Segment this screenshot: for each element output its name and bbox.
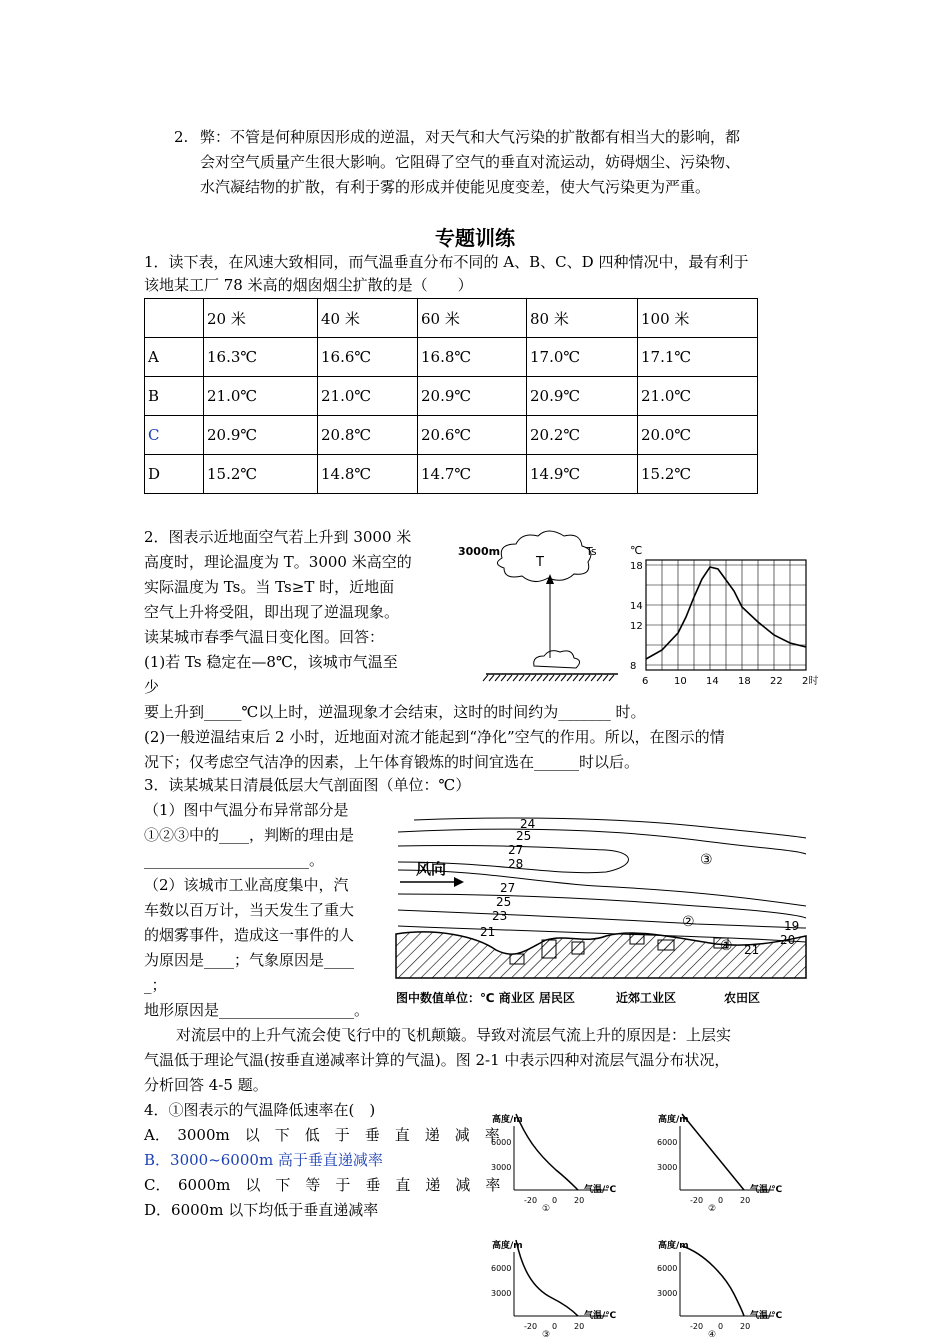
table-cell: 20.0℃	[638, 416, 758, 455]
isotherm-label: 23	[492, 909, 508, 923]
hatch-tick	[489, 675, 494, 681]
mini-y-tick: 3000	[657, 1163, 678, 1172]
x-tick-label: 10	[674, 676, 687, 687]
y-tick-label: 8	[630, 661, 637, 672]
q2-line: 空气上升将受阻，即出现了逆温现象。	[144, 603, 400, 621]
mini-x-tick: 0	[552, 1196, 558, 1205]
table-cell: 16.8℃	[418, 338, 527, 377]
table-cell: 17.0℃	[527, 338, 638, 377]
hatch-tick	[561, 675, 566, 681]
table-cell: 20.2℃	[527, 416, 638, 455]
table-cell: 20.9℃	[204, 416, 318, 455]
t-label: T	[536, 555, 544, 570]
mini-curve	[516, 1240, 578, 1316]
table-cell: 21.0℃	[204, 377, 318, 416]
hatch-tick	[513, 675, 518, 681]
mini-ylabel: 高度/m	[658, 1241, 689, 1251]
mini-x-tick: -20	[690, 1196, 704, 1205]
mini-ylabel: 高度/m	[658, 1115, 689, 1125]
mini-label: ①	[542, 1204, 551, 1214]
mini-x-tick: 0	[718, 1322, 724, 1331]
mini-xlabel: 气温/℃	[584, 1185, 617, 1195]
hatch-tick	[483, 675, 488, 681]
hatch-tick	[597, 675, 602, 681]
isotherm-label: 21	[480, 925, 496, 939]
hatch-tick	[549, 675, 554, 681]
table-cell: 16.6℃	[318, 338, 418, 377]
mini-y-tick: 6000	[491, 1264, 512, 1273]
mini-x-tick: 20	[574, 1322, 585, 1331]
table-cell: C	[145, 416, 204, 455]
q2-line: (2)一般逆温结束后 2 小时，近地面对流才能起到“净化”空气的作用。所以，在图示的情	[144, 728, 725, 746]
ground-hatch	[483, 675, 614, 681]
hatch-tick	[555, 675, 560, 681]
mini-xlabel: 气温/℃	[750, 1185, 783, 1195]
hatch-tick	[573, 675, 578, 681]
q3-line: 为原因是____；气象原因是____	[144, 951, 355, 969]
hatch-tick	[591, 675, 596, 681]
q1-line: 该地某工厂 78 米高的烟囱烟尘扩散的是（ ）	[144, 276, 473, 294]
hatch-tick	[603, 675, 608, 681]
q4-question: 4．①图表示的气温降低速率在( )	[144, 1101, 376, 1119]
table-cell: 16.3℃	[204, 338, 318, 377]
table-cell: 14.8℃	[318, 455, 418, 494]
table-cell: 17.1℃	[638, 338, 758, 377]
mini-x-tick: -20	[690, 1322, 704, 1331]
table-cell	[145, 299, 204, 338]
table-cell: 20 米	[204, 299, 318, 338]
isotherm-24	[414, 818, 806, 838]
table-header-row	[145, 299, 758, 338]
wind-label: 风向	[416, 860, 447, 878]
mini-x-tick: 0	[718, 1196, 724, 1205]
mini-label: ②	[708, 1204, 717, 1214]
isotherm-label: 27	[508, 843, 524, 857]
mini-label: ④	[708, 1330, 717, 1340]
q3-line: （2）该城市工业高度集中，汽	[144, 876, 349, 894]
zone-marker: ③	[700, 852, 713, 868]
q3-line: 车数以百万计，当天发生了重大	[144, 901, 355, 919]
q2-line: 要上升到_____℃以上时，逆温现象才会结束，这时的时间约为_______ 时。	[144, 703, 646, 721]
mini-chart-3	[490, 1238, 630, 1338]
height-label: 3000m	[458, 545, 501, 558]
q2-line: 2．图表示近地面空气若上升到 3000 米	[144, 528, 412, 546]
mini-ylabel: 高度/m	[492, 1115, 523, 1125]
q1-table	[144, 298, 758, 494]
isotherm-label: 24	[520, 817, 536, 831]
q4-option: A． 3000m 以 下 低 于 垂 直 递 减 率	[144, 1126, 500, 1144]
q2-line: (1)若 Ts 稳定在—8℃，该城市气温至	[144, 653, 398, 671]
q4-option: C． 6000m 以 下 等 于 垂 直 递 减 率	[144, 1176, 501, 1194]
q2-line: 读某城市春季气温日变化图。回答：	[144, 628, 385, 646]
mini-x-tick: -20	[524, 1322, 538, 1331]
y-tick-label: 14	[630, 601, 643, 612]
table-row	[145, 377, 758, 416]
figure-caption: 图中数值单位：℃ 商业区 居民区	[396, 991, 575, 1005]
x-tick-label: 22	[770, 676, 783, 687]
ts-label: Ts	[586, 545, 597, 558]
q3-line: ______________________。	[144, 851, 325, 869]
mini-xlabel: 气温/℃	[584, 1311, 617, 1321]
mini-curve	[682, 1114, 744, 1190]
zone-marker: ①	[720, 938, 733, 954]
table-cell: 20.8℃	[318, 416, 418, 455]
table-cell: 40 米	[318, 299, 418, 338]
temperature-chart	[624, 540, 819, 687]
mini-label: ③	[542, 1330, 551, 1340]
table-row	[145, 416, 758, 455]
isotherm-label: 19	[784, 919, 800, 933]
isotherm-label: 20	[780, 933, 796, 947]
building	[572, 942, 584, 954]
table-cell: 21.0℃	[318, 377, 418, 416]
mini-curve	[516, 1114, 578, 1190]
table-row	[145, 338, 758, 377]
table-cell: A	[145, 338, 204, 377]
section-title: 专题训练	[435, 226, 515, 250]
zone-marker: ②	[682, 914, 695, 930]
hatch-tick	[567, 675, 572, 681]
building	[658, 940, 674, 950]
hatch-tick	[501, 675, 506, 681]
q2-line: 少	[144, 678, 160, 696]
mini-y-tick: 6000	[491, 1138, 512, 1147]
x-tick-label: 2时	[802, 676, 819, 687]
isotherm-label: 28	[508, 857, 524, 871]
zone-label: 农田区	[724, 991, 761, 1005]
table-cell: 15.2℃	[638, 455, 758, 494]
table-row	[145, 455, 758, 494]
isotherm-label: 21	[744, 943, 760, 957]
mini-y-tick: 6000	[657, 1138, 678, 1147]
building	[630, 934, 644, 944]
table-cell: B	[145, 377, 204, 416]
isotherm-27	[398, 870, 806, 906]
mini-y-tick: 6000	[657, 1264, 678, 1273]
hatch-tick	[579, 675, 584, 681]
table-cell: 80 米	[527, 299, 638, 338]
mini-chart-1	[490, 1112, 630, 1212]
rising-air-diagram	[452, 528, 620, 684]
mini-x-tick: 20	[740, 1196, 751, 1205]
hatch-tick	[537, 675, 542, 681]
para-line: 会对空气质量产生很大影响。它阻碍了空气的垂直对流运动，妨碍烟尘、污染物、	[200, 153, 741, 171]
x-tick-label: 6	[642, 676, 649, 687]
mini-x-tick: 20	[740, 1322, 751, 1331]
mini-chart-4	[656, 1238, 796, 1338]
para-line: 弊：不管是何种原因形成的逆温，对天气和大气污染的扩散都有相当大的影响，都	[200, 128, 741, 146]
para-number: 2.	[174, 128, 189, 146]
building	[510, 954, 524, 964]
table-cell: D	[145, 455, 204, 494]
isotherm-label: 27	[500, 881, 516, 895]
chart-ylabel: ℃	[630, 544, 643, 557]
para-line: 水汽凝结物的扩散，有利于雾的形成并使能见度变差，使大气污染更为严重。	[200, 178, 711, 196]
y-tick-label: 18	[630, 561, 643, 572]
isotherm-label: 25	[496, 895, 512, 909]
q1-line: 1．读下表，在风速大致相同，而气温垂直分布不同的 A、B、C、D 四种情况中，最有利于	[144, 253, 749, 271]
mini-curve	[682, 1246, 744, 1316]
y-tick-label: 12	[630, 621, 643, 632]
q3-line: _；	[144, 976, 167, 994]
para-mid-line: 对流层中的上升气流会使飞行中的飞机颠簸。导致对流层气流上升的原因是：上层实	[176, 1026, 732, 1044]
mini-xlabel: 气温/℃	[750, 1311, 783, 1321]
mini-y-tick: 3000	[491, 1289, 512, 1298]
table-cell: 20.9℃	[527, 377, 638, 416]
mini-x-tick: 20	[574, 1196, 585, 1205]
isotherm-25b	[398, 894, 806, 918]
q3-line: （1）图中气温分布异常部分是	[144, 801, 349, 819]
q3-line: 的烟雾事件，造成这一事件的人	[144, 926, 355, 944]
hatch-tick	[543, 675, 548, 681]
hatch-tick	[525, 675, 530, 681]
q2-line: 实际温度为 Ts。当 Ts≥T 时，近地面	[144, 578, 395, 596]
table-cell: 15.2℃	[204, 455, 318, 494]
table-cell: 20.6℃	[418, 416, 527, 455]
table-cell: 20.9℃	[418, 377, 527, 416]
para-mid-line: 分析回答 4-5 题。	[144, 1076, 268, 1094]
table-cell: 21.0℃	[638, 377, 758, 416]
q3-heading: 3．读某城某日清晨低层大气剖面图（单位：℃）	[144, 776, 471, 794]
hatch-tick	[585, 675, 590, 681]
hatch-tick	[495, 675, 500, 681]
hatch-tick	[531, 675, 536, 681]
x-tick-label: 18	[738, 676, 751, 687]
q3-line: 地形原因是__________________。	[144, 1001, 370, 1019]
mini-y-tick: 3000	[657, 1289, 678, 1298]
q2-line: 高度时，理论温度为 T。3000 米高空的	[144, 553, 412, 571]
mini-x-tick: 0	[552, 1322, 558, 1331]
zone-label: 近郊工业区	[616, 991, 677, 1005]
x-tick-label: 14	[706, 676, 719, 687]
table-cell: 14.7℃	[418, 455, 527, 494]
building	[542, 940, 556, 958]
table-cell: 100 米	[638, 299, 758, 338]
table-cell: 14.9℃	[527, 455, 638, 494]
hatch-tick	[519, 675, 524, 681]
q3-line: ①②③中的____，判断的理由是	[144, 826, 355, 844]
isotherm-23	[398, 910, 806, 928]
mini-x-tick: -20	[524, 1196, 538, 1205]
q4-option: B．3000~6000m 高于垂直递减率	[144, 1151, 383, 1169]
q2-line: 况下；仅考虑空气洁净的因素，上午体育锻炼的时间宜选在______时以后。	[144, 753, 640, 771]
hatch-tick	[507, 675, 512, 681]
hatch-tick	[609, 675, 614, 681]
table-cell: 60 米	[418, 299, 527, 338]
para-mid-line: 气温低于理论气温(按垂直递减率计算的气温)。图 2-1 中表示四种对流层气温分布状况，	[144, 1051, 730, 1069]
cross-section-figure	[396, 810, 808, 1008]
mini-ylabel: 高度/m	[492, 1241, 523, 1251]
q4-option: D．6000m 以下均低于垂直递减率	[144, 1201, 379, 1219]
surface-cloud	[534, 651, 580, 668]
mini-y-tick: 3000	[491, 1163, 512, 1172]
isotherm-label: 25	[516, 829, 532, 843]
mini-chart-2	[656, 1112, 796, 1212]
